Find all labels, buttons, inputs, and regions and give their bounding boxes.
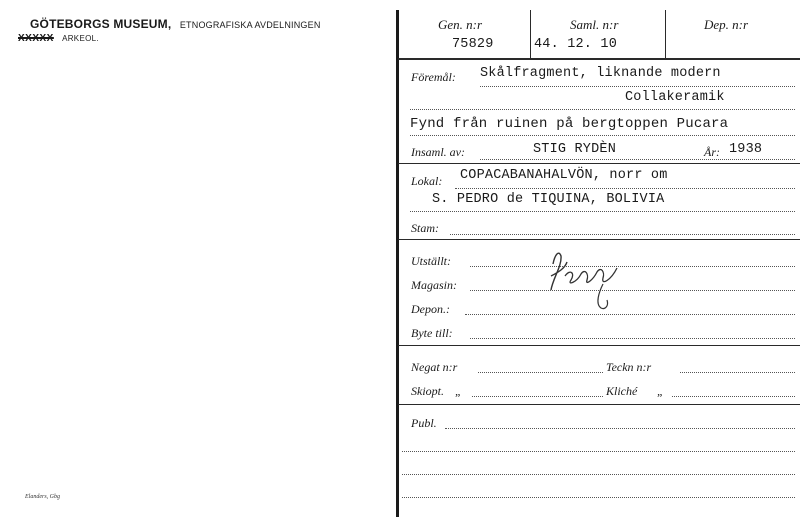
dotted-line — [472, 396, 603, 397]
object-value-line1: Skålfragment, liknande modern — [480, 66, 721, 81]
collector-label: Insaml. av: — [411, 145, 465, 159]
institution-header — [30, 15, 321, 33]
tribe-label: Stam: — [411, 221, 439, 235]
collector-value: STIG RYDÈN — [533, 142, 617, 157]
dotted-line — [410, 135, 795, 136]
divider — [398, 345, 800, 346]
sub-department-name: ARKEOL. — [62, 34, 99, 43]
publication-label: Publ. — [411, 416, 437, 430]
year-value: 1938 — [729, 142, 763, 157]
dotted-line — [465, 314, 795, 315]
exchange-label: Byte till: — [411, 326, 453, 340]
cliche-ditto-mark: „ — [657, 384, 664, 398]
institution-name: GÖTEBORGS MUSEUM, — [30, 17, 172, 31]
divider — [398, 163, 800, 164]
locality-value-line2: S. PEDRO de TIQUINA, BOLIVIA — [432, 192, 665, 207]
dotted-line — [402, 451, 795, 452]
cliche-label: Kliché — [606, 384, 638, 398]
gen-number-value: 75829 — [452, 37, 494, 52]
dotted-line — [680, 372, 795, 373]
dep-number-label: Dep. n:r — [704, 17, 749, 32]
exhibited-label: Utställt: — [411, 254, 452, 268]
divider — [398, 404, 800, 405]
dotted-line — [445, 428, 795, 429]
locality-value-line1: COPACABANAHALVÖN, norr om — [460, 168, 668, 183]
dotted-line — [470, 290, 795, 291]
dotted-line — [480, 86, 795, 87]
dotted-line — [410, 211, 795, 212]
column-divider — [530, 10, 531, 58]
dotted-line — [410, 109, 795, 110]
deposit-label: Depon.: — [411, 302, 450, 316]
dotted-line — [470, 338, 795, 339]
dotted-line — [480, 159, 795, 160]
locality-label: Lokal: — [411, 174, 443, 188]
struck-out-text: XXXXX — [18, 33, 54, 44]
dotted-line — [450, 234, 795, 235]
gen-number-label: Gen. n:r — [438, 17, 483, 32]
sub-department-line — [18, 33, 99, 44]
storage-label: Magasin: — [411, 278, 457, 292]
saml-number-value: 44. 12. 10 — [534, 37, 618, 52]
card-left-border — [396, 10, 399, 517]
drawing-number-label: Teckn n:r — [606, 360, 652, 374]
column-divider — [665, 10, 666, 58]
dotted-line — [478, 372, 603, 373]
description-text: Fynd från ruinen på bergtoppen Pucara — [410, 116, 729, 132]
printer-note: Elanders, Gbg — [25, 494, 60, 500]
dotted-line — [455, 188, 795, 189]
negative-number-label: Negat n:r — [411, 360, 458, 374]
divider — [398, 239, 800, 240]
dotted-line — [470, 266, 795, 267]
saml-number-label: Saml. n:r — [570, 17, 619, 32]
slide-ditto-mark: „ — [455, 384, 462, 398]
dotted-line — [402, 474, 795, 475]
dotted-line — [402, 497, 795, 498]
divider — [398, 58, 800, 60]
object-value-line2: Collakeramik — [625, 90, 725, 105]
dotted-line — [672, 396, 795, 397]
year-label: År: — [704, 145, 720, 159]
slide-label: Skiopt. — [411, 384, 444, 398]
department-name: ETNOGRAFISKA AVDELNINGEN — [179, 20, 321, 30]
object-label: Föremål: — [411, 70, 456, 84]
handwritten-signature — [545, 246, 625, 316]
